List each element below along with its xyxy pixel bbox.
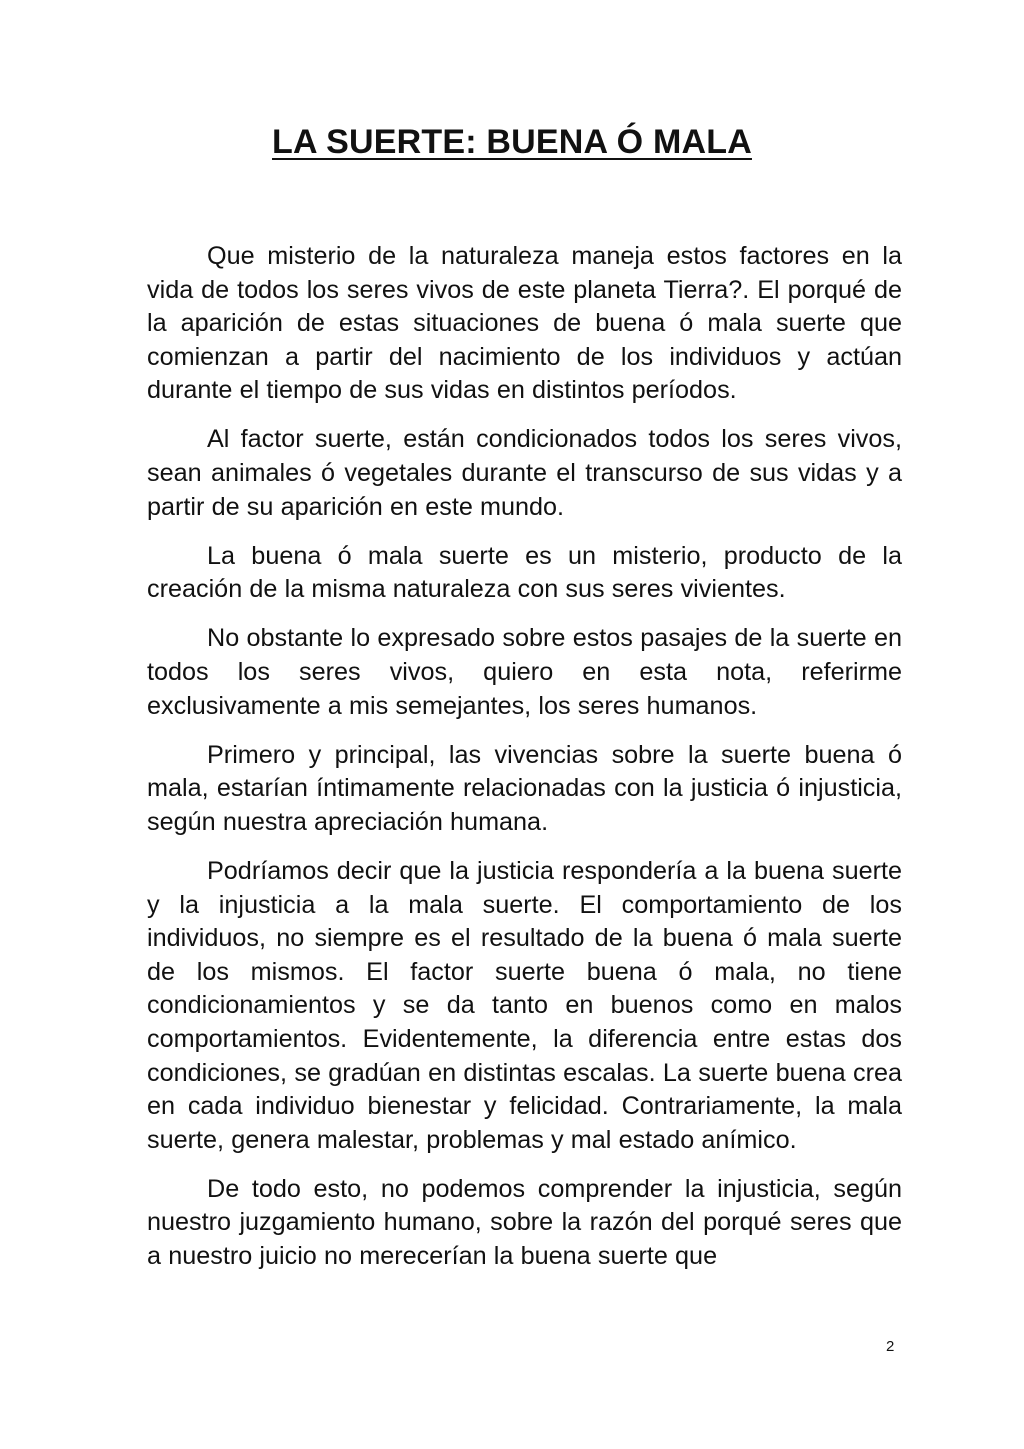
document-title-text: LA SUERTE: BUENA Ó MALA (272, 123, 752, 161)
paragraph-7: De todo esto, no podemos comprender la injusticia, según nuestro juzgamiento humano, sobre la razón del porqué seres que a nuestro juicio no merecerían la buena suerte que (147, 1174, 902, 1271)
paragraph-1: Que misterio de la naturaleza maneja estos factores en la vida de todos los seres vivos de este planeta Tierra?. El porqué de la aparición de estas situaciones de buena ó mala suerte que comienzan a partir del nacimiento de los individuos y actúan durante el tiempo de sus vidas en distintos períodos. (147, 242, 902, 405)
paragraph-2: Al factor suerte, están condicionados todos los seres vivos, sean animales ó vegetales durante el transcurso de sus vidas y a partir de su aparición en este mundo. (147, 425, 902, 521)
document-title (0, 118, 1024, 166)
document-body (147, 240, 902, 1289)
paragraph-6: Podríamos decir que la justicia respondería a la buena suerte y la injusticia a la mala suerte. El comportamiento de los individuos, no siempre es el resultado de la buena ó mala suerte de los mismos. El factor suerte buena ó mala, no tiene condicionamientos y se da tanto en buenos como en malos comportamientos. Evidentemente, la diferencia entre estas dos condiciones, se gradúan en distintas escalas. La suerte buena crea en cada individuo bienestar y felicidad. Contrariamente, la mala suerte, genera malestar, problemas y mal estado anímico. (147, 857, 902, 1154)
paragraph-5: Primero y principal, las vivencias sobre la suerte buena ó mala, estarían íntimamente relacionadas con la justicia ó injusticia, según nuestra apreciación humana. (147, 740, 902, 836)
paragraph-3: La buena ó mala suerte es un misterio, producto de la creación de la misma naturaleza con sus seres vivientes. (147, 541, 902, 604)
page-number: 2 (886, 1338, 895, 1355)
paragraph-4: No obstante lo expresado sobre estos pasajes de la suerte en todos los seres vivos, quiero en esta nota, referirme exclusivamente a mis semejantes, los seres humanos. (147, 624, 902, 720)
